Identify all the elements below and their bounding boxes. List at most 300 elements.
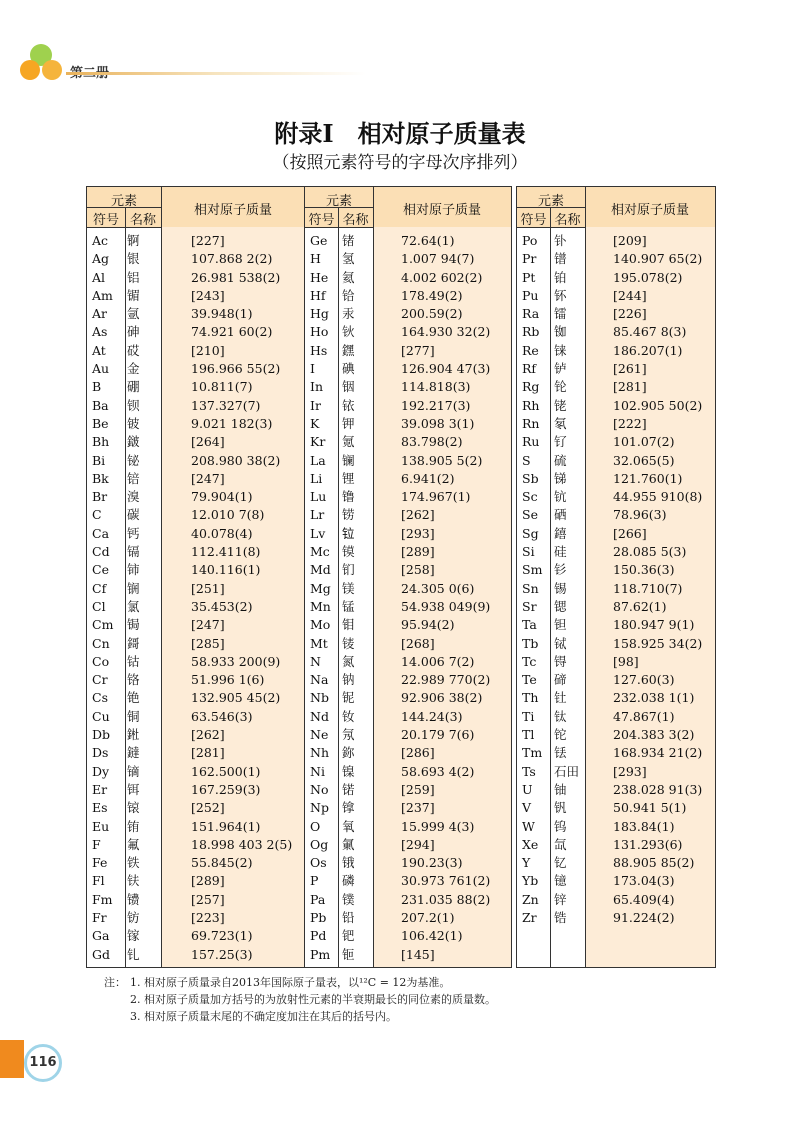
element-symbol: Si: [522, 544, 535, 560]
atomic-mass: [266]: [613, 525, 647, 541]
element-name: 钋: [554, 233, 567, 248]
element-symbol: Rf: [522, 361, 537, 377]
table-row: [305, 342, 511, 360]
element-symbol: S: [522, 452, 531, 468]
element-symbol: Cr: [92, 672, 108, 688]
atomic-mass: 151.964(1): [191, 818, 261, 834]
element-symbol: Bh: [92, 434, 110, 450]
element-symbol: Fm: [92, 891, 113, 907]
atomic-mass: [145]: [401, 946, 435, 962]
atomic-mass-table-2: [304, 186, 512, 968]
note-line: 3. 相对原子质量末尾的不确定度加注在其后的括号内。: [130, 1010, 397, 1023]
table-row: [87, 470, 305, 488]
element-symbol: Sm: [522, 562, 543, 578]
element-symbol: Ni: [310, 763, 325, 779]
table-row: [87, 763, 305, 781]
atomic-mass: 200.59(2): [401, 306, 463, 322]
element-name: 铋: [127, 452, 140, 468]
atomic-mass: 195.078(2): [613, 269, 683, 285]
element-name: 镤: [342, 891, 355, 907]
element-symbol: Mt: [310, 635, 328, 651]
table-row: [517, 799, 715, 817]
element-name: 铹: [342, 507, 355, 523]
element-symbol: Nh: [310, 745, 329, 761]
element-symbol: Ga: [92, 928, 110, 944]
page-subtitle: （按照元素符号的字母次序排列）: [272, 153, 528, 173]
atomic-mass: 144.24(3): [401, 708, 463, 724]
table-row: [305, 378, 511, 396]
element-symbol: Fe: [92, 855, 108, 871]
atomic-mass: 231.035 88(2): [401, 891, 491, 907]
header-element: 元素: [325, 194, 352, 209]
element-name: 𨭎: [554, 525, 567, 541]
element-name: 铝: [127, 269, 140, 285]
atomic-mass: 24.305 0(6): [401, 580, 475, 596]
element-name: 铅: [342, 909, 355, 925]
element-symbol: Lr: [310, 507, 325, 523]
atomic-mass: 20.179 7(6): [401, 727, 475, 743]
element-symbol: Hf: [310, 287, 326, 303]
element-symbol: Lu: [310, 489, 327, 505]
element-name: 𬬭: [554, 379, 567, 395]
element-name: 钆: [127, 946, 140, 962]
page-number: 116: [24, 1044, 62, 1082]
table-row: [517, 744, 715, 762]
table-row: [305, 872, 511, 890]
element-name: 氩: [127, 306, 140, 322]
element-name: 锇: [342, 855, 355, 871]
atomic-mass: 74.921 60(2): [191, 324, 273, 340]
atomic-mass: 238.028 91(3): [613, 781, 703, 797]
table-row: [305, 543, 511, 561]
element-symbol: No: [310, 781, 329, 797]
table-row: [87, 561, 305, 579]
atomic-mass: [281]: [613, 379, 647, 395]
element-symbol: In: [310, 379, 323, 395]
element-name: 碲: [554, 672, 567, 688]
element-symbol: Cf: [92, 580, 107, 596]
table-row: [305, 598, 511, 616]
table-row: [87, 872, 305, 890]
table-row: [305, 580, 511, 598]
header-divider: [66, 72, 366, 75]
element-name: 硫: [554, 452, 567, 468]
element-symbol: Tm: [522, 745, 543, 761]
element-symbol: Cm: [92, 617, 114, 633]
atomic-mass: 26.981 538(2): [191, 269, 281, 285]
atomic-mass: 9.021 182(3): [191, 415, 273, 431]
element-symbol: Rh: [522, 397, 540, 413]
element-name: 鿏: [342, 635, 355, 651]
element-symbol: W: [522, 818, 535, 834]
atomic-mass: [258]: [401, 562, 435, 578]
element-name: 氙: [554, 836, 567, 852]
atomic-mass: 114.818(3): [401, 379, 471, 395]
atomic-mass: [98]: [613, 653, 639, 669]
element-name: 镓: [127, 928, 140, 944]
element-name: 铈: [127, 562, 140, 578]
element-symbol: Np: [310, 800, 329, 816]
element-name: 砷: [127, 324, 140, 340]
element-symbol: Be: [92, 415, 109, 431]
element-name: 镥: [342, 489, 355, 505]
atomic-mass: [247]: [191, 617, 225, 633]
header-mass: 相对原子质量: [610, 203, 689, 218]
element-name: 铁: [127, 855, 140, 871]
element-symbol: Er: [92, 781, 108, 797]
atomic-mass: 87.62(1): [613, 598, 667, 614]
element-name: 铱: [342, 397, 355, 413]
element-symbol: B: [92, 379, 102, 395]
atomic-mass: 126.904 47(3): [401, 361, 491, 377]
atomic-mass: 39.098 3(1): [401, 415, 475, 431]
table-row: [517, 488, 715, 506]
element-name: 硅: [554, 544, 567, 560]
element-name: 氭: [342, 836, 355, 852]
element-symbol: Ds: [92, 745, 109, 761]
table-row: [517, 561, 715, 579]
element-symbol: Ru: [522, 434, 540, 450]
element-symbol: Dy: [92, 763, 110, 779]
table-row: [87, 616, 305, 634]
atomic-mass: 22.989 770(2): [401, 672, 491, 688]
atomic-mass: 196.966 55(2): [191, 361, 281, 377]
atomic-mass: [257]: [191, 891, 225, 907]
atomic-mass: 127.60(3): [613, 672, 675, 688]
element-symbol: Ar: [92, 306, 108, 322]
header-name: 名称: [129, 213, 156, 228]
element-name: 钐: [554, 562, 567, 578]
element-symbol: As: [92, 324, 108, 340]
table-row: [87, 323, 305, 341]
table-row: [517, 836, 715, 854]
element-name: 氯: [127, 598, 140, 614]
element-symbol: Re: [522, 342, 539, 358]
element-symbol: Sr: [522, 598, 537, 614]
atomic-mass-table-1: [86, 186, 306, 968]
table-row: [517, 250, 715, 268]
element-symbol: F: [92, 836, 101, 852]
table-row: [305, 287, 511, 305]
atomic-mass: [209]: [613, 233, 647, 248]
element-name: 钴: [127, 653, 140, 669]
atomic-mass: 150.36(3): [613, 562, 675, 578]
element-name: 𬬻: [554, 361, 567, 377]
element-name: 镉: [127, 544, 140, 560]
atomic-mass: 14.006 7(2): [401, 653, 475, 669]
atomic-mass: 178.49(2): [401, 287, 463, 303]
element-symbol: N: [310, 653, 321, 669]
element-symbol: Th: [522, 690, 539, 706]
element-symbol: Al: [92, 269, 106, 285]
element-name: 鉨: [342, 745, 355, 761]
element-symbol: Mo: [310, 617, 331, 633]
atomic-mass: 12.010 7(8): [191, 507, 265, 523]
table-row: [517, 689, 715, 707]
table-row: [305, 635, 511, 653]
atomic-mass: 207.2(1): [401, 909, 455, 925]
table-row: [517, 708, 715, 726]
note-line: 1. 相对原子质量录自2013年国际原子量表，以¹²C = 12为基准。: [130, 976, 451, 989]
element-name: 镧: [342, 452, 355, 468]
atomic-mass: 18.998 403 2(5): [191, 836, 293, 852]
element-name: 汞: [342, 306, 355, 322]
table-row: [87, 909, 305, 927]
element-symbol: Po: [522, 233, 538, 248]
element-symbol: Ir: [310, 397, 321, 413]
atomic-mass: 40.078(4): [191, 525, 253, 541]
table-row: [517, 342, 715, 360]
element-symbol: K: [310, 415, 320, 431]
element-symbol: Yb: [522, 873, 539, 889]
table-row: [305, 232, 511, 250]
element-symbol: Sg: [522, 525, 539, 541]
element-symbol: La: [310, 452, 326, 468]
element-symbol: Ac: [92, 233, 109, 248]
notes-label: 注：: [104, 976, 126, 989]
table-row: [87, 799, 305, 817]
table-row: [517, 653, 715, 671]
table-row: [87, 854, 305, 872]
header-symbol: 符号: [92, 213, 119, 228]
atomic-mass: [277]: [401, 342, 435, 358]
element-symbol: Rb: [522, 324, 540, 340]
element-name: 镨: [554, 251, 567, 267]
element-symbol: Ge: [310, 233, 328, 248]
element-name: 镍: [342, 763, 355, 779]
table-row: [517, 909, 715, 927]
atomic-mass: 162.500(1): [191, 763, 261, 779]
element-name: 铼: [554, 342, 567, 358]
element-symbol: Cn: [92, 635, 110, 651]
atomic-mass: [262]: [401, 507, 435, 523]
publisher-logo: [20, 44, 66, 84]
element-name: 鐽: [127, 745, 140, 761]
atomic-mass: 91.224(2): [613, 909, 675, 925]
table-row: [87, 342, 305, 360]
element-name: 锰: [342, 598, 355, 614]
element-name: 锎: [127, 580, 140, 596]
element-name: 铷: [554, 324, 567, 340]
element-name: 钔: [342, 562, 355, 578]
table-row: [87, 781, 305, 799]
table-row: [305, 305, 511, 323]
element-symbol: Cu: [92, 708, 110, 724]
element-symbol: Ts: [522, 763, 536, 779]
header-element: 元素: [110, 194, 137, 209]
element-symbol: P: [310, 873, 319, 889]
element-symbol: Es: [92, 800, 108, 816]
atomic-mass: [286]: [401, 745, 435, 761]
atomic-mass: [262]: [191, 727, 225, 743]
atomic-mass: 183.84(1): [613, 818, 675, 834]
atomic-mass: [227]: [191, 233, 225, 248]
table-row: [305, 744, 511, 762]
atomic-mass: 50.941 5(1): [613, 800, 687, 816]
table-row: [517, 269, 715, 287]
element-name: 钇: [554, 855, 567, 871]
atomic-mass: [293]: [401, 525, 435, 541]
atomic-mass: [244]: [613, 287, 647, 303]
table-row: [87, 946, 305, 964]
table-row: [87, 232, 305, 250]
element-name: 锔: [127, 617, 140, 633]
element-symbol: Md: [310, 562, 331, 578]
atomic-mass: [223]: [191, 909, 225, 925]
element-name: 镅: [127, 287, 140, 303]
element-name: 氮: [342, 653, 355, 669]
atomic-mass: [247]: [191, 470, 225, 486]
element-name: 鎶: [127, 635, 140, 651]
element-symbol: Db: [92, 727, 111, 743]
element-symbol: Ta: [522, 617, 537, 633]
table-row: [517, 818, 715, 836]
atomic-mass: 168.934 21(2): [613, 745, 703, 761]
atomic-mass: 107.868 2(2): [191, 251, 273, 267]
element-name: 镝: [127, 763, 140, 779]
atomic-mass: 1.007 94(7): [401, 251, 475, 267]
element-symbol: Li: [310, 470, 323, 486]
atomic-mass: 4.002 602(2): [401, 269, 483, 285]
element-name: 氦: [342, 269, 355, 285]
element-symbol: Pu: [522, 287, 539, 303]
table-row: [305, 506, 511, 524]
element-symbol: Os: [310, 855, 327, 871]
atomic-mass: [210]: [191, 342, 225, 358]
table-row: [87, 891, 305, 909]
atomic-mass: [289]: [401, 544, 435, 560]
element-name: 镆: [342, 544, 355, 560]
atomic-mass: [226]: [613, 306, 647, 322]
header-mass: 相对原子质量: [193, 203, 272, 218]
element-name: 钽: [554, 617, 567, 633]
atomic-mass: 85.467 8(3): [613, 324, 687, 340]
table-row: [517, 323, 715, 341]
table-row: [517, 616, 715, 634]
atomic-mass: 28.085 5(3): [613, 544, 687, 560]
atomic-mass: [294]: [401, 836, 435, 852]
element-name: 氢: [342, 251, 355, 267]
element-symbol: Sb: [522, 470, 539, 486]
table-body: [305, 232, 511, 964]
table-row: [87, 598, 305, 616]
table-row: [87, 378, 305, 396]
element-symbol: H: [310, 251, 321, 267]
table-row: [87, 488, 305, 506]
table-row: [305, 854, 511, 872]
atomic-mass: 192.217(3): [401, 397, 471, 413]
table-row: [87, 726, 305, 744]
element-symbol: Bk: [92, 470, 109, 486]
atomic-mass: 121.760(1): [613, 470, 683, 486]
atomic-mass: 140.116(1): [191, 562, 261, 578]
atomic-mass: 173.04(3): [613, 873, 675, 889]
element-name: 氡: [554, 415, 567, 431]
atomic-mass: 78.96(3): [613, 507, 667, 523]
table-row: [87, 671, 305, 689]
atomic-mass: 101.07(2): [613, 434, 675, 450]
element-name: 金: [127, 361, 140, 377]
atomic-mass: 35.453(2): [191, 598, 253, 614]
element-name: 铀: [554, 781, 567, 797]
element-name: 石田: [554, 763, 580, 779]
element-symbol: Ce: [92, 562, 109, 578]
table-row: [305, 415, 511, 433]
element-symbol: Cd: [92, 544, 110, 560]
element-symbol: Nd: [310, 708, 329, 724]
element-symbol: He: [310, 269, 329, 285]
table-row: [517, 506, 715, 524]
element-name: 钼: [342, 617, 355, 633]
table-row: [517, 378, 715, 396]
table-row: [87, 543, 305, 561]
table-row: [517, 433, 715, 451]
element-name: 铟: [342, 379, 355, 395]
element-name: 镭: [554, 306, 567, 322]
atomic-mass: [251]: [191, 580, 225, 596]
element-name: 锆: [554, 909, 567, 925]
element-symbol: At: [92, 342, 106, 358]
element-name: 钡: [127, 397, 140, 413]
element-name: 镎: [342, 800, 355, 816]
table-row: [87, 818, 305, 836]
element-symbol: Gd: [92, 946, 110, 962]
element-symbol: Cl: [92, 598, 106, 614]
element-name: 钙: [127, 525, 140, 541]
table-body: [517, 232, 715, 927]
table-row: [305, 250, 511, 268]
atomic-mass: 79.904(1): [191, 489, 253, 505]
page-tab-decoration: [0, 1040, 24, 1078]
element-name: 锌: [554, 891, 567, 907]
table-row: [517, 452, 715, 470]
header-name: 名称: [554, 213, 581, 228]
element-name: 磷: [342, 873, 355, 889]
atomic-mass: 6.941(2): [401, 470, 455, 486]
table-row: [305, 616, 511, 634]
element-name: 钷: [342, 946, 355, 962]
element-name: 𫓧: [127, 873, 140, 889]
atomic-mass: 174.967(1): [401, 489, 471, 505]
element-symbol: Eu: [92, 818, 110, 834]
table-row: [517, 580, 715, 598]
element-name: 锫: [127, 470, 140, 486]
table-row: [305, 470, 511, 488]
element-symbol: Kr: [310, 434, 326, 450]
element-symbol: Ho: [310, 324, 329, 340]
atomic-mass: 204.383 3(2): [613, 727, 695, 743]
table-row: [305, 708, 511, 726]
table-row: [305, 689, 511, 707]
header-element: 元素: [537, 194, 564, 209]
element-name: 氪: [342, 434, 355, 450]
element-name: 钛: [554, 708, 567, 724]
table-row: [517, 726, 715, 744]
element-name: 钪: [554, 489, 567, 505]
element-symbol: O: [310, 818, 321, 834]
element-symbol: Tb: [522, 635, 539, 651]
header-mass: 相对原子质量: [402, 203, 481, 218]
table-row: [305, 269, 511, 287]
atomic-mass: [261]: [613, 361, 647, 377]
table-row: [87, 360, 305, 378]
element-symbol: Mc: [310, 544, 330, 560]
element-name: 氟: [127, 836, 140, 852]
element-symbol: Bi: [92, 452, 106, 468]
atomic-mass: 63.546(3): [191, 708, 253, 724]
element-symbol: Te: [522, 672, 537, 688]
element-symbol: Am: [92, 287, 113, 303]
